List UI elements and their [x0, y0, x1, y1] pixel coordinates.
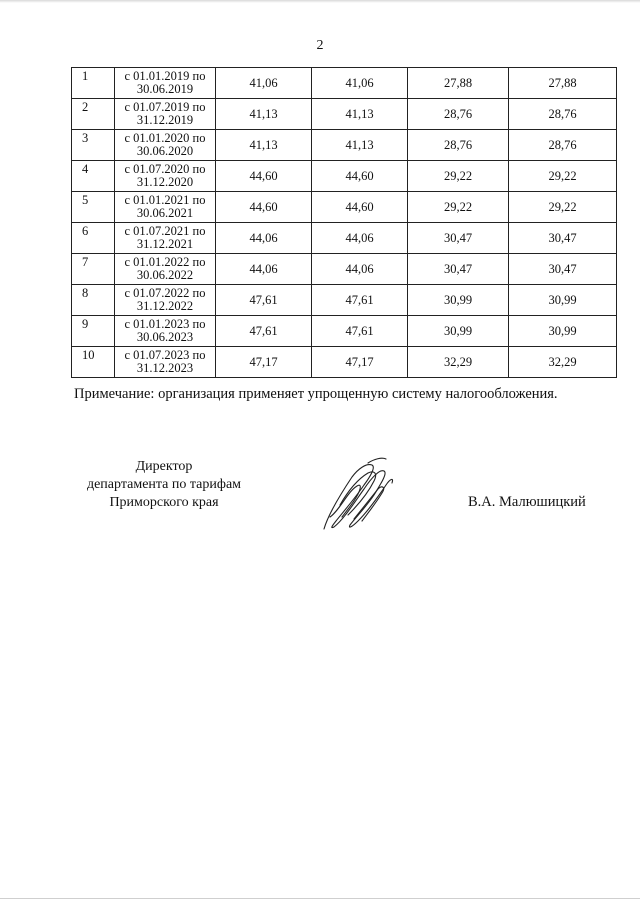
- value-cell: [312, 316, 408, 347]
- row-number-cell: [72, 285, 115, 316]
- value-cell-text: 28,76: [443, 137, 473, 152]
- table-row: [72, 347, 617, 378]
- value-cell-text: 47,61: [345, 292, 374, 307]
- page-number: 2: [316, 38, 324, 53]
- row-number-cell: [72, 316, 115, 347]
- value-cell: [312, 68, 408, 99]
- period-cell-text: с 01.01.2021 по: [124, 193, 206, 207]
- value-cell: [312, 254, 408, 285]
- value-cell-text: 47,61: [249, 323, 278, 338]
- value-cell-text: 41,13: [249, 106, 278, 121]
- value-cell-text: 41,13: [345, 137, 374, 152]
- page-top-edge: [0, 0, 640, 3]
- value-cell: [312, 285, 408, 316]
- value-cell: [509, 285, 617, 316]
- signer-title-line: Приморского края: [109, 495, 219, 510]
- value-cell-text: 44,60: [345, 199, 374, 214]
- value-cell: [509, 161, 617, 192]
- row-number-cell: [72, 161, 115, 192]
- row-number-cell-text: 8: [82, 286, 89, 300]
- value-cell-text: 44,06: [345, 230, 374, 245]
- table-row: [72, 285, 617, 316]
- value-cell: [216, 99, 312, 130]
- table-row: [72, 68, 617, 99]
- value-cell-text: 30,99: [548, 292, 577, 307]
- value-cell: [408, 285, 509, 316]
- period-cell-text: с 01.07.2020 по: [124, 162, 206, 176]
- row-number-cell: [72, 192, 115, 223]
- period-cell-text: 31.12.2023: [136, 361, 194, 375]
- signer-title-block: [74, 458, 254, 512]
- value-cell-text: 41,13: [345, 106, 374, 121]
- row-number-cell-text: 2: [82, 100, 89, 114]
- period-cell: [115, 68, 216, 99]
- row-number-cell: [72, 223, 115, 254]
- value-cell: [408, 254, 509, 285]
- value-cell-text: 30,47: [548, 230, 577, 245]
- period-cell-text: 30.06.2020: [136, 144, 194, 158]
- value-cell-text: 32,29: [548, 354, 577, 369]
- period-cell-text: с 01.07.2023 по: [124, 348, 206, 362]
- period-cell-text: 31.12.2021: [136, 237, 194, 251]
- value-cell: [312, 347, 408, 378]
- signer-name: В.А. Малюшицкий: [468, 494, 586, 510]
- tariff-table-body: [72, 68, 617, 378]
- value-cell-text: 30,99: [443, 292, 473, 307]
- period-cell: [115, 285, 216, 316]
- value-cell: [509, 316, 617, 347]
- table-row: [72, 161, 617, 192]
- value-cell-text: 44,06: [345, 261, 374, 276]
- value-cell: [509, 347, 617, 378]
- value-cell-text: 32,29: [443, 354, 473, 369]
- value-cell-text: 28,76: [548, 137, 577, 152]
- table-row: [72, 223, 617, 254]
- value-cell: [216, 192, 312, 223]
- value-cell-text: 41,13: [249, 137, 278, 152]
- value-cell-text: 30,47: [443, 230, 473, 245]
- row-number-cell: [72, 68, 115, 99]
- value-cell-text: 47,17: [345, 354, 374, 369]
- row-number-cell-text: 9: [82, 317, 89, 331]
- row-number-cell-text: 4: [82, 162, 89, 176]
- signer-title-line: департамента по тарифам: [86, 477, 242, 492]
- value-cell: [408, 192, 509, 223]
- value-cell-text: 41,06: [345, 75, 374, 90]
- period-cell: [115, 130, 216, 161]
- value-cell-text: 30,47: [548, 261, 577, 276]
- value-cell: [312, 192, 408, 223]
- value-cell-text: 44,60: [345, 168, 374, 183]
- value-cell: [408, 316, 509, 347]
- period-cell-text: с 01.01.2022 по: [124, 255, 206, 269]
- tariff-table: [71, 67, 617, 378]
- row-number-cell-text: 10: [82, 348, 95, 362]
- row-number-cell: [72, 130, 115, 161]
- period-cell: [115, 316, 216, 347]
- period-cell-text: 31.12.2020: [136, 175, 194, 189]
- value-cell: [312, 223, 408, 254]
- row-number-cell-text: 5: [82, 193, 89, 207]
- value-cell: [408, 347, 509, 378]
- value-cell: [509, 254, 617, 285]
- row-number-cell: [72, 254, 115, 285]
- value-cell: [216, 161, 312, 192]
- row-number-cell-text: 6: [82, 224, 89, 238]
- value-cell-text: 44,60: [249, 199, 278, 214]
- period-cell-text: с 01.07.2019 по: [124, 100, 206, 114]
- value-cell: [408, 99, 509, 130]
- period-cell-text: 30.06.2019: [136, 82, 194, 96]
- value-cell-text: 28,76: [548, 106, 577, 121]
- value-cell: [216, 130, 312, 161]
- period-cell: [115, 254, 216, 285]
- period-cell-text: 30.06.2021: [136, 206, 194, 220]
- period-cell-text: с 01.07.2022 по: [124, 286, 206, 300]
- value-cell-text: 47,61: [249, 292, 278, 307]
- period-cell-text: с 01.01.2023 по: [124, 317, 206, 331]
- period-cell-text: 30.06.2023: [136, 330, 194, 344]
- value-cell-text: 29,22: [548, 168, 577, 183]
- value-cell: [312, 161, 408, 192]
- value-cell: [509, 68, 617, 99]
- row-number-cell: [72, 347, 115, 378]
- table-row: [72, 99, 617, 130]
- table-row: [72, 192, 617, 223]
- value-cell-text: 29,22: [548, 199, 577, 214]
- value-cell-text: 29,22: [443, 199, 473, 214]
- value-cell-text: 44,06: [249, 261, 278, 276]
- value-cell: [216, 285, 312, 316]
- period-cell: [115, 161, 216, 192]
- value-cell-text: 27,88: [548, 75, 577, 90]
- value-cell: [312, 99, 408, 130]
- value-cell-text: 29,22: [443, 168, 473, 183]
- table-row: [72, 316, 617, 347]
- value-cell-text: 30,47: [443, 261, 473, 276]
- value-cell: [216, 347, 312, 378]
- period-cell-text: 31.12.2022: [136, 299, 194, 313]
- value-cell: [216, 68, 312, 99]
- table-row: [72, 130, 617, 161]
- value-cell-text: 27,88: [443, 75, 473, 90]
- period-cell-text: с 01.07.2021 по: [124, 224, 206, 238]
- value-cell-text: 44,06: [249, 230, 278, 245]
- value-cell-text: 44,60: [249, 168, 278, 183]
- row-number-cell: [72, 99, 115, 130]
- value-cell: [408, 223, 509, 254]
- value-cell: [216, 316, 312, 347]
- period-cell: [115, 223, 216, 254]
- period-cell: [115, 192, 216, 223]
- value-cell-text: 30,99: [443, 323, 473, 338]
- value-cell: [216, 254, 312, 285]
- value-cell: [509, 130, 617, 161]
- value-cell: [509, 192, 617, 223]
- value-cell-text: 47,61: [345, 323, 374, 338]
- page-bottom-edge: [0, 898, 640, 899]
- value-cell-text: 30,99: [548, 323, 577, 338]
- row-number-cell-text: 7: [82, 255, 89, 269]
- value-cell: [408, 161, 509, 192]
- value-cell: [312, 130, 408, 161]
- period-cell-text: с 01.01.2019 по: [124, 69, 206, 83]
- value-cell: [408, 130, 509, 161]
- period-cell-text: 30.06.2022: [136, 268, 194, 282]
- value-cell: [408, 68, 509, 99]
- signer-title-line: Директор: [135, 459, 193, 474]
- value-cell: [216, 223, 312, 254]
- value-cell: [509, 99, 617, 130]
- value-cell-text: 28,76: [443, 106, 473, 121]
- value-cell: [509, 223, 617, 254]
- value-cell-text: 47,17: [249, 354, 278, 369]
- period-cell: [115, 99, 216, 130]
- table-row: [72, 254, 617, 285]
- row-number-cell-text: 1: [82, 69, 89, 83]
- handwritten-signature-icon: [318, 455, 398, 535]
- period-cell-text: 31.12.2019: [136, 113, 194, 127]
- value-cell-text: 41,06: [249, 75, 278, 90]
- row-number-cell-text: 3: [82, 131, 89, 145]
- period-cell-text: с 01.01.2020 по: [124, 131, 206, 145]
- period-cell: [115, 347, 216, 378]
- note-text: Примечание: организация применяет упрощенную систему налогообложения.: [74, 386, 558, 402]
